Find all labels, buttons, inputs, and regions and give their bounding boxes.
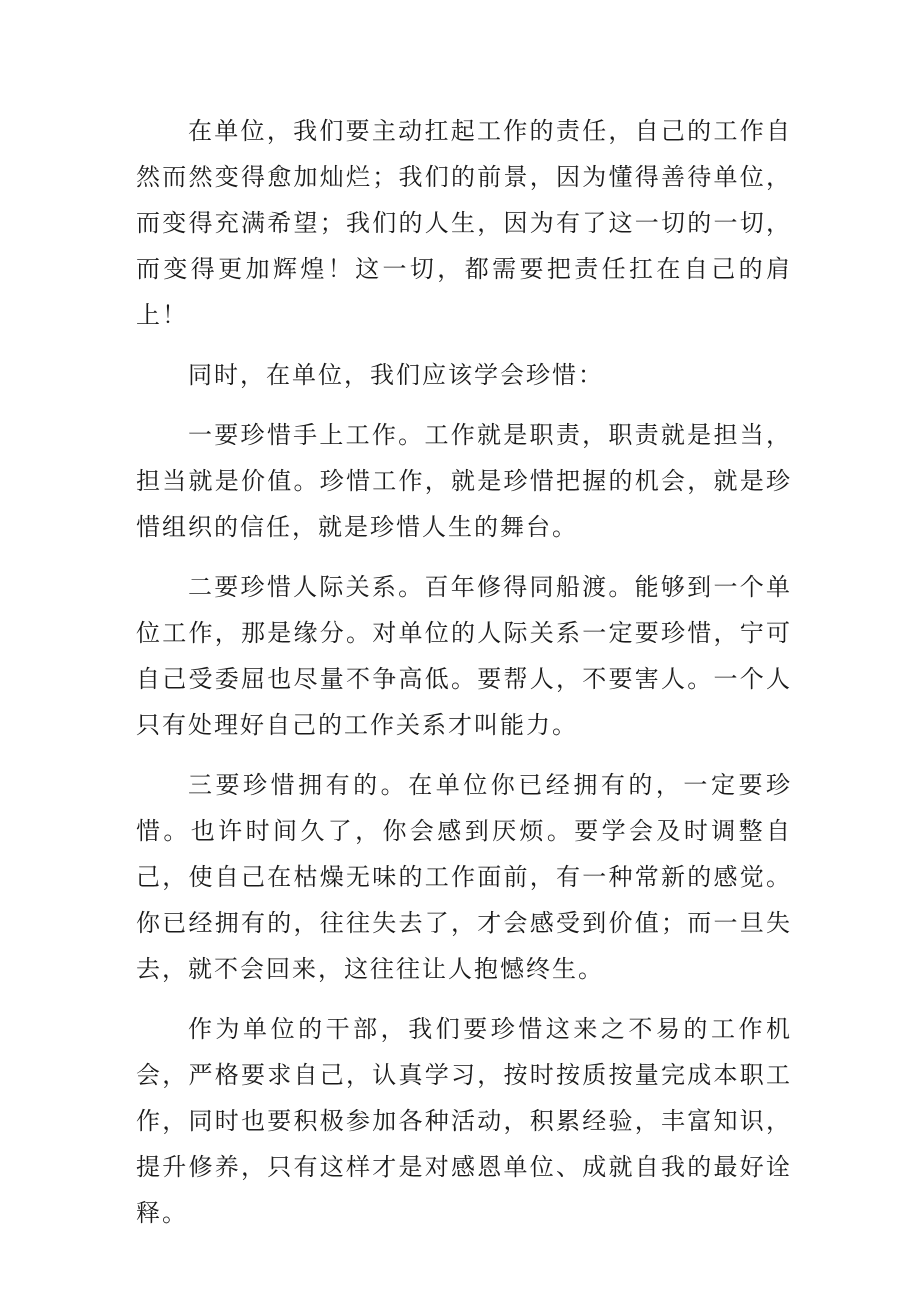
- paragraph-cherish-work: 一要珍惜手上工作。工作就是职责，职责就是担当，担当就是价值。珍惜工作，就是珍惜把握的机会，就是珍惜组织的信任，就是珍惜人生的舞台。: [136, 421, 792, 541]
- paragraph-conclusion: 作为单位的干部，我们要珍惜这来之不易的工作机会，严格要求自己，认真学习，按时按质按量完成本职工作，同时也要积极参加各种活动，积累经验，丰富知识，提升修养，只有这样才是对感恩单位、成就自我的最好诠释。: [136, 1015, 792, 1227]
- document-body: [136, 108, 792, 1250]
- paragraph-cherish-possessions: 三要珍惜拥有的。在单位你已经拥有的，一定要珍惜。也许时间久了，你会感到厌烦。要学会及时调整自己，使自己在枯燥无味的工作面前，有一种常新的感觉。你已经拥有的，往往失去了，才会感受到价值；而一旦失去，就不会回来，这往往让人抱憾终生。: [136, 771, 792, 983]
- paragraph-cherish-intro: 同时，在单位，我们应该学会珍惜：: [188, 361, 604, 389]
- paragraph-cherish-relationships: 二要珍惜人际关系。百年修得同船渡。能够到一个单位工作，那是缘分。对单位的人际关系一定要珍惜，宁可自己受委屈也尽量不争高低。要帮人，不要害人。一个人只有处理好自己的工作关系才叫能力。: [136, 573, 792, 739]
- paragraph-responsibility: 在单位，我们要主动扛起工作的责任，自己的工作自然而然变得愈加灿烂；我们的前景，因为懂得善待单位，而变得充满希望；我们的人生，因为有了这一切的一切，而变得更加辉煌！这一切，都需要把责任扛在自己的肩上！: [136, 117, 792, 329]
